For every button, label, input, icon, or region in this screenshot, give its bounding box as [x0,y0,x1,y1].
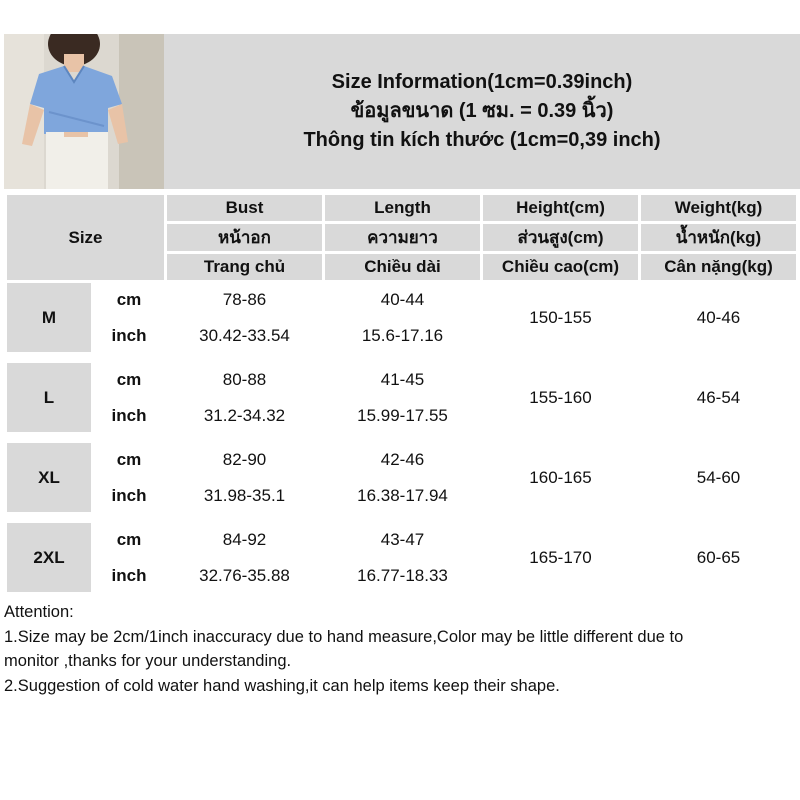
bust-inch: 31.98-35.1 [203,485,286,505]
length-inch: 16.77-18.33 [357,565,448,585]
length-inch: 15.6-17.16 [361,325,444,345]
size-info-header [164,34,800,189]
length-inch: 15.99-17.55 [357,405,448,425]
height-range: 160-165 [529,467,592,487]
unit-cm: cm [116,529,142,549]
col-bust-vi: Trang chủ [167,254,322,280]
bust-cm: 82-90 [222,449,267,469]
size-name: M [7,283,91,352]
bust-inch: 30.42-33.54 [199,325,290,345]
unit-cm: cm [116,289,142,309]
weight-range: 60-65 [696,547,741,567]
size-table [4,192,799,595]
length-cm: 41-45 [380,369,425,389]
header-row-english [7,195,796,221]
size-name: L [7,363,91,432]
bust-cm: 78-86 [222,289,267,309]
unit-inch: inch [111,405,147,425]
col-length-vi: Chiều dài [325,254,480,280]
unit-inch: inch [111,325,147,345]
weight-range: 54-60 [696,467,741,487]
unit-cm: cm [116,449,142,469]
weight-range: 46-54 [696,387,741,407]
col-weight-en: Weight(kg) [641,195,796,221]
title-thai: ข้อมูลขนาด (1 ซม. = 0.39 นิ้ว) [350,100,614,122]
attention-note-1a: 1.Size may be 2cm/1inch inaccuracy due to hand measure,Color may be little different due to [4,627,684,646]
col-weight-vi: Cân nặng(kg) [641,254,796,280]
bust-cm: 80-88 [222,369,267,389]
attention-notes [4,600,794,698]
col-bust-th: หน้าอก [167,224,322,251]
attention-note-1b: monitor ,thanks for your understanding. [4,652,292,670]
col-weight-th: น้ำหนัก(kg) [641,224,796,251]
unit-cm: cm [116,369,142,389]
table-row [7,523,796,556]
size-header: Size [7,195,164,280]
attention-note-2: 2.Suggestion of cold water hand washing,it can help items keep their shape. [4,676,560,695]
product-photo [4,34,164,189]
col-length-en: Length [325,195,480,221]
col-height-en: Height(cm) [483,195,638,221]
title-vietnamese: Thông tin kích thước (1cm=0,39 inch) [303,129,661,151]
length-inch: 16.38-17.94 [357,485,448,505]
size-name: 2XL [7,523,91,592]
length-cm: 42-46 [380,449,425,469]
col-length-th: ความยาว [325,224,480,251]
model-wearing-shirt-image [4,34,164,189]
col-bust-en: Bust [167,195,322,221]
size-name: XL [7,443,91,512]
unit-inch: inch [111,565,147,585]
length-cm: 43-47 [380,529,425,549]
length-cm: 40-44 [380,289,425,309]
weight-range: 40-46 [696,307,741,327]
row-gap [7,435,796,440]
table-row [7,363,796,396]
title-english: Size Information(1cm=0.39inch) [331,71,633,93]
col-height-th: ส่วนสูง(cm) [483,224,638,251]
height-range: 165-170 [529,547,592,567]
unit-inch: inch [111,485,147,505]
bust-inch: 32.76-35.88 [199,565,290,585]
bust-cm: 84-92 [222,529,267,549]
table-row [7,283,796,316]
row-gap [7,515,796,520]
size-chart [0,34,800,786]
row-gap [7,355,796,360]
height-range: 155-160 [529,387,592,407]
col-height-vi: Chiều cao(cm) [483,254,638,280]
table-row [7,443,796,476]
attention-heading: Attention: [4,603,74,621]
bust-inch: 31.2-34.32 [203,405,286,425]
height-range: 150-155 [529,307,592,327]
